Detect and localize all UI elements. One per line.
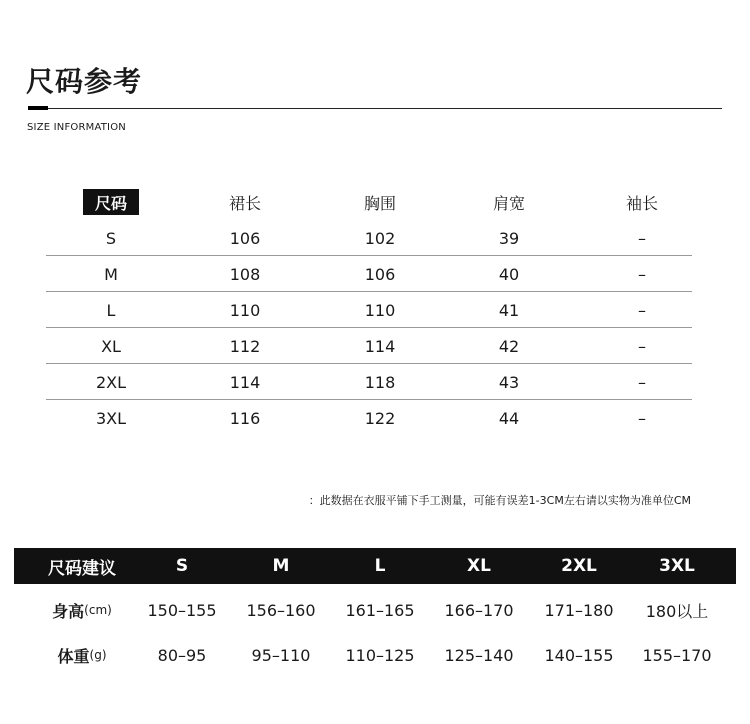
recommendation-title: 尺码建议 [48, 558, 116, 579]
rec-size-l: L [374, 556, 386, 576]
table-row [46, 292, 692, 328]
recommendation-header [14, 548, 736, 584]
page-subtitle: SIZE INFORMATION [27, 122, 126, 133]
height-value: 180以上 [645, 601, 709, 621]
skirt-length-cell: 110 [229, 300, 261, 320]
weight-value: 95–110 [251, 645, 311, 665]
page-title: 尺码参考 [26, 65, 143, 98]
bust-header: 胸围 [363, 193, 397, 213]
weight-value: 110–125 [345, 645, 415, 665]
sleeve-cell: – [638, 408, 646, 428]
table-row [46, 256, 692, 292]
shoulder-cell: 43 [498, 372, 520, 392]
shoulder-cell: 41 [498, 300, 520, 320]
bust-cell: 102 [364, 228, 396, 248]
size-table-header [46, 184, 692, 220]
weight-value: 80–95 [157, 645, 207, 665]
skirt-length-cell: 112 [229, 336, 261, 356]
table-row [46, 364, 692, 400]
size-cell: XL [101, 336, 121, 356]
weight-value: 140–155 [544, 645, 614, 665]
rec-size-2xl: 2XL [561, 556, 597, 576]
height-value: 161–165 [345, 600, 415, 620]
skirt-length-cell: 116 [229, 408, 261, 428]
table-row [46, 400, 692, 436]
sleeve-cell: – [638, 372, 646, 392]
skirt-length-header: 裙长 [228, 193, 262, 213]
shoulder-cell: 39 [498, 228, 520, 248]
size-table [46, 184, 692, 436]
sleeve-cell: – [638, 300, 646, 320]
rec-size-3xl: 3XL [659, 556, 695, 576]
bust-cell: 110 [364, 300, 396, 320]
weight-label-text: 体重 [57, 646, 90, 666]
weight-value: 125–140 [444, 645, 514, 665]
weight-row [14, 640, 736, 670]
skirt-length-cell: 108 [229, 264, 261, 284]
table-row [46, 328, 692, 364]
weight-unit: (g) [89, 648, 107, 662]
rec-size-s: S [175, 556, 189, 576]
size-cell: L [106, 300, 116, 320]
weight-value: 155–170 [642, 645, 712, 665]
rec-size-xl: XL [467, 556, 491, 576]
bust-cell: 122 [364, 408, 396, 428]
shoulder-cell: 44 [498, 408, 520, 428]
shoulder-header: 肩宽 [492, 193, 526, 213]
height-value: 166–170 [444, 600, 514, 620]
size-header-badge: 尺码 [83, 189, 139, 215]
height-value: 150–155 [147, 600, 217, 620]
sleeve-cell: – [638, 336, 646, 356]
size-cell: 2XL [95, 372, 127, 392]
height-label-text: 身高 [52, 601, 85, 621]
height-label [52, 595, 112, 625]
height-row [14, 595, 736, 625]
size-column-header [83, 184, 139, 220]
measurement-note: ：此数据在衣服平铺下手工测量，可能有误差1-3CM左右请以实物为准单位CM [308, 494, 691, 507]
bust-cell: 106 [364, 264, 396, 284]
shoulder-cell: 40 [498, 264, 520, 284]
bust-cell: 114 [364, 336, 396, 356]
table-row [46, 220, 692, 256]
size-cell: 3XL [95, 408, 127, 428]
height-value: 171–180 [544, 600, 614, 620]
skirt-length-cell: 106 [229, 228, 261, 248]
size-cell: M [104, 264, 118, 284]
title-divider [28, 108, 722, 109]
sleeve-header: 袖长 [625, 193, 659, 213]
sleeve-cell: – [638, 228, 646, 248]
shoulder-cell: 42 [498, 336, 520, 356]
sleeve-cell: – [638, 264, 646, 284]
title-divider-accent [28, 106, 48, 110]
bust-cell: 118 [364, 372, 396, 392]
weight-label [58, 640, 107, 670]
size-cell: S [105, 228, 117, 248]
height-value: 156–160 [246, 600, 316, 620]
height-unit: (cm) [84, 603, 112, 617]
rec-size-m: M [272, 556, 290, 576]
skirt-length-cell: 114 [229, 372, 261, 392]
